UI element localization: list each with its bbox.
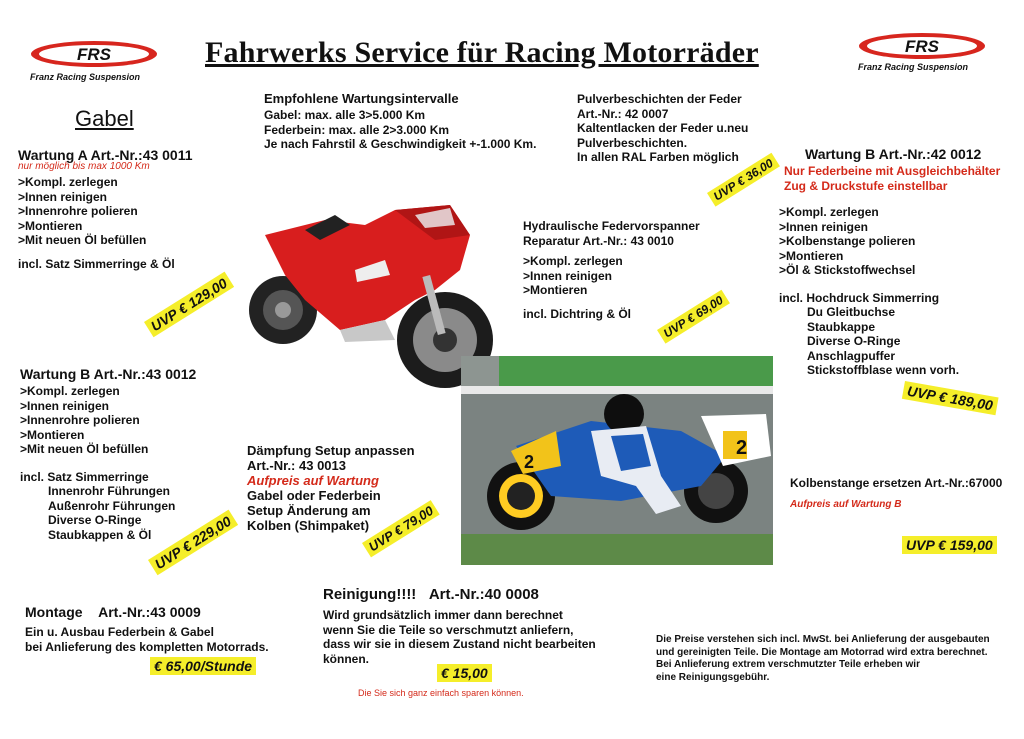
list-item: Innenrohr Führungen <box>48 484 170 498</box>
cleaning-line: können. <box>323 651 370 666</box>
damping-line: Gabel oder Federbein <box>247 488 381 503</box>
powder-line: Pulverbeschichten. <box>577 135 688 150</box>
list-item: Stickstoffblase wenn vorh. <box>807 363 960 377</box>
damping-line: Kolben (Shimpaket) <box>247 518 370 533</box>
wartung-a-incl: incl. Satz Simmerringe & Öl <box>18 256 175 271</box>
list-item: >Innen reinigen <box>18 189 108 204</box>
list-item: >Innen reinigen <box>20 398 110 413</box>
footer-notes <box>656 634 990 684</box>
powder-line: Kaltentlacken der Feder u.neu <box>577 121 749 135</box>
hydraulic-incl: incl. Dichtring & Öl <box>523 306 632 321</box>
race-number: 2 <box>736 437 748 459</box>
cleaning-note: Die Sie sich ganz einfach sparen können. <box>358 688 524 698</box>
page-title: Fahrwerks Service für Racing Motorräder <box>205 36 759 69</box>
racing-image <box>461 356 773 565</box>
kolbenstange-note: Aufpreis auf Wartung B <box>790 498 902 510</box>
racing-photo <box>461 356 773 565</box>
hydraulic-line: Hydraulische Federvorspanner <box>523 219 700 233</box>
list-item: >Montieren <box>18 218 83 233</box>
list-item: >Kompl. zerlegen <box>20 384 120 398</box>
list-item: Anschlagpuffer <box>807 348 896 363</box>
montage-block <box>25 604 269 654</box>
price-badge-wartung-b-federbein: UVP € 189,00 <box>902 381 998 415</box>
montage-heading: Montage <box>25 604 83 620</box>
list-item: Staubkappen & Öl <box>48 527 152 542</box>
list-item: Staubkappe <box>807 319 876 334</box>
list-item: >Mit neuen Öl befüllen <box>20 442 149 456</box>
price-badge-damping: UVP € 79,00 <box>362 500 440 557</box>
footer-line: Bei Anlieferung extrem verschmutzter Teile erheben wir <box>656 659 920 670</box>
damping-setup-block <box>247 443 415 533</box>
cleaning-art: Art.-Nr.:40 0008 <box>428 586 539 603</box>
list-item: >Kompl. zerlegen <box>779 205 879 219</box>
footer-line: eine Reinigungsgebühr. <box>656 671 770 683</box>
interval-line: Je nach Fahrstil & Geschwindigkeit +-1.000 Km. <box>264 137 537 151</box>
wartung-a-note: nur möglich bis max 1000 Km <box>18 161 150 172</box>
wartung-a-block <box>18 147 193 271</box>
gabel-heading: Gabel <box>75 106 134 131</box>
list-item: >Mit neuen Öl befüllen <box>18 233 147 247</box>
list-item: >Innen reinigen <box>779 219 869 234</box>
list-item: >Kompl. zerlegen <box>18 175 118 189</box>
kolbenstange-block <box>790 476 1016 510</box>
svg-text:FRS: FRS <box>77 45 111 64</box>
list-item: >Innen reinigen <box>523 268 613 283</box>
list-item: >Montieren <box>779 248 844 263</box>
frs-logo-right <box>858 32 986 79</box>
wartung-b-gabel-incl: incl. Satz Simmerringe <box>20 469 149 484</box>
list-item: >Montieren <box>20 427 85 442</box>
hydraulic-preload-block <box>523 219 700 321</box>
montage-art: Art.-Nr.:43 0009 <box>98 604 201 620</box>
wartung-b-note: Nur Federbeine mit Ausgleichbehälter <box>784 164 1001 178</box>
damping-heading: Dämpfung Setup anpassen <box>247 443 415 458</box>
logo-subtitle: Franz Racing Suspension <box>30 72 141 82</box>
interval-line: Federbein: max. alle 2>3.000 Km <box>264 122 450 137</box>
cleaning-line: Wird grundsätzlich immer dann berechnet <box>323 608 563 622</box>
cleaning-block <box>323 586 596 666</box>
list-item: >Innenrohre polieren <box>20 413 140 427</box>
powder-line: In allen RAL Farben möglich <box>577 150 739 164</box>
wartung-b-incl: incl. Hochdruck Simmerring <box>779 290 940 305</box>
cleaning-line: dass wir sie in diesem Zustand nicht bearbeiten <box>323 637 596 651</box>
list-item: Diverse O-Ringe <box>807 334 901 348</box>
list-item: >Montieren <box>523 283 588 297</box>
maintenance-intervals <box>264 91 536 152</box>
price-badge-wartung-b-gabel: UVP € 229,00 <box>148 510 238 575</box>
race-number: 2 <box>524 452 535 472</box>
wartung-b-federbein-heading: Wartung B Art.-Nr.:42 0012 <box>805 146 982 162</box>
powder-line: Art.-Nr.: 42 0007 <box>577 106 669 121</box>
logo-subtitle: Franz Racing Suspension <box>858 62 969 72</box>
price-badge-kolbenstange: UVP € 159,00 <box>902 536 997 554</box>
price-badge-cleaning: € 15,00 <box>437 664 492 682</box>
price-badge-hydraulic: UVP € 69,00 <box>657 290 730 344</box>
wartung-b-federbein-block <box>779 146 1000 378</box>
list-item: >Innenrohre polieren <box>18 204 138 218</box>
price-badge-wartung-a: UVP € 129,00 <box>144 272 234 337</box>
wartung-a-heading: Wartung A Art.-Nr.:43 0011 <box>18 147 193 163</box>
list-item: >Kompl. zerlegen <box>523 254 623 268</box>
powder-coating-block <box>577 92 748 165</box>
wartung-b-gabel-heading: Wartung B Art.-Nr.:43 0012 <box>20 366 197 382</box>
cleaning-line: wenn Sie die Teile so verschmutzt anliefern, <box>323 622 574 637</box>
list-item: Außenrohr Führungen <box>48 498 176 513</box>
list-item: >Öl & Stickstoffwechsel <box>779 263 916 277</box>
damping-art: Art.-Nr.: 43 0013 <box>247 458 346 473</box>
montage-line: Ein u. Ausbau Federbein & Gabel <box>25 625 214 639</box>
intervals-heading: Empfohlene Wartungsintervalle <box>264 91 459 106</box>
powder-line: Pulverbeschichten der Feder <box>577 92 742 106</box>
wartung-b-gabel-block <box>20 366 196 542</box>
interval-line: Gabel: max. alle 3>5.000 Km <box>264 108 426 122</box>
damping-line: Setup Änderung am <box>247 503 371 518</box>
list-item: Diverse O-Ringe <box>48 513 142 527</box>
cleaning-heading: Reinigung!!!! <box>323 586 417 603</box>
footer-line: und gereinigten Teile. Die Montage am Motorrad wird extra berechnet. <box>656 646 988 658</box>
kolbenstange-heading: Kolbenstange ersetzen Art.-Nr.:67000 <box>790 476 1003 490</box>
hydraulic-line: Reparatur Art.-Nr.: 43 0010 <box>523 233 674 248</box>
frs-logo-left <box>30 40 158 87</box>
wartung-b-note: Zug & Druckstufe einstellbar <box>784 178 948 193</box>
price-badge-powder: UVP € 36,00 <box>707 153 780 207</box>
footer-line: Die Preise verstehen sich incl. MwSt. bei Anlieferung der ausgebauten <box>656 634 990 645</box>
montage-line: bei Anlieferung des kompletten Motorrads. <box>25 639 269 654</box>
list-item: Du Gleitbuchse <box>807 305 896 319</box>
damping-note: Aufpreis auf Wartung <box>247 473 379 488</box>
svg-text:FRS: FRS <box>905 37 939 56</box>
price-badge-montage: € 65,00/Stunde <box>150 657 256 675</box>
list-item: >Kolbenstange polieren <box>779 234 916 248</box>
